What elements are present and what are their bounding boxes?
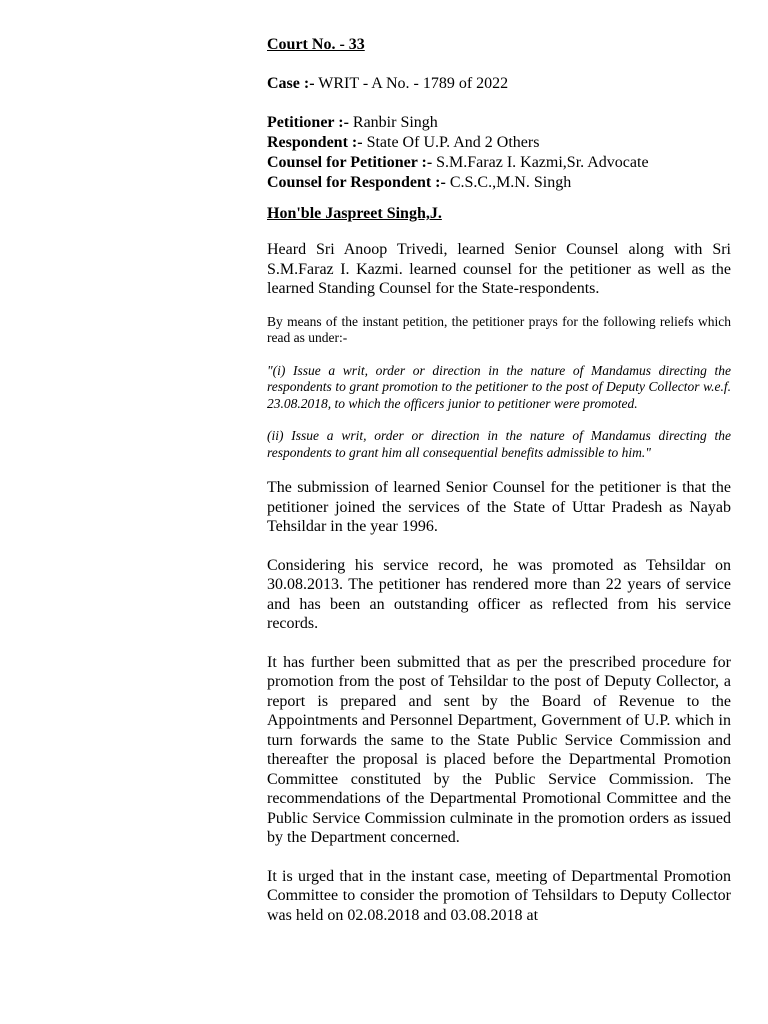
paragraph-submission: The submission of learned Senior Counsel for the petitioner is that the petitioner joined the services of the State of Uttar Pradesh as Nayab Tehsildar in the year 1996. (267, 479, 731, 535)
case-line (267, 74, 731, 94)
paragraph-service-record: Considering his service record, he was promoted as Tehsildar on 30.08.2013. The petitioner has rendered more than 22 years of service and has been an outstanding officer as reflected from his service records. (267, 556, 731, 632)
relief-quote-2: (ii) Issue a writ, order or direction in the nature of Mandamus directing the respondents to grant him all consequential benefits admissible to him." (267, 428, 731, 460)
counsel-petitioner-value: S.M.Faraz I. Kazmi,Sr. Advocate (436, 154, 649, 171)
paragraph-procedure: It has further been submitted that as per the prescribed procedure for promotion from the post of Tehsildar to the post of Deputy Collector, a report is prepared and sent by the Board of Revenue to the Appointments and Personnel Department, Government of U.P. which in turn forwards the same to the State Public Service Commission and thereafter the proposal is placed before the Departmental Promotion Committee constituted by the Public Service Commission. The recommendations of the Departmental Promotional Committee and the Public Service Commission culminate in the promotion orders as issued by the Department concerned. (267, 653, 731, 846)
parties-block (267, 113, 731, 193)
petitioner-label: Petitioner :- (267, 114, 349, 131)
counsel-respondent-label: Counsel for Respondent :- (267, 174, 446, 191)
petitioner-line (267, 113, 731, 133)
document-column (267, 35, 731, 925)
respondent-label: Respondent :- (267, 134, 363, 151)
paragraph-heard: Heard Sri Anoop Trivedi, learned Senior Counsel along with Sri S.M.Faraz I. Kazmi. learned counsel for the petitioner as well as the learned Standing Counsel for the State-respondents. (267, 241, 731, 297)
counsel-petitioner-line (267, 153, 731, 173)
court-number: Court No. - 33 (267, 36, 365, 53)
petitioner-value: Ranbir Singh (352, 114, 438, 131)
counsel-respondent-value: C.S.C.,M.N. Singh (449, 174, 572, 191)
counsel-respondent-line (267, 173, 731, 193)
counsel-petitioner-label: Counsel for Petitioner :- (267, 154, 433, 171)
respondent-line (267, 133, 731, 153)
respondent-value: State Of U.P. And 2 Others (366, 134, 540, 151)
paragraph-urged: It is urged that in the instant case, meeting of Departmental Promotion Committee to consider the promotion of Tehsildars to Deputy Collector was held on 02.08.2018 and 03.08.2018 at (267, 867, 731, 924)
case-value: WRIT - A No. - 1789 of 2022 (318, 75, 509, 92)
paragraph-reliefs-intro: By means of the instant petition, the petitioner prays for the following reliefs which read as under:- (267, 313, 731, 345)
judge-name: Hon'ble Jaspreet Singh,J. (267, 205, 442, 222)
relief-quote-1: "(i) Issue a writ, order or direction in the nature of Mandamus directing the respondents to grant promotion to the petitioner to the post of Deputy Collector w.e.f. 23.08.2018, to which the officers junior to petitioner were promoted. (267, 362, 731, 411)
case-label: Case :- (267, 75, 315, 92)
